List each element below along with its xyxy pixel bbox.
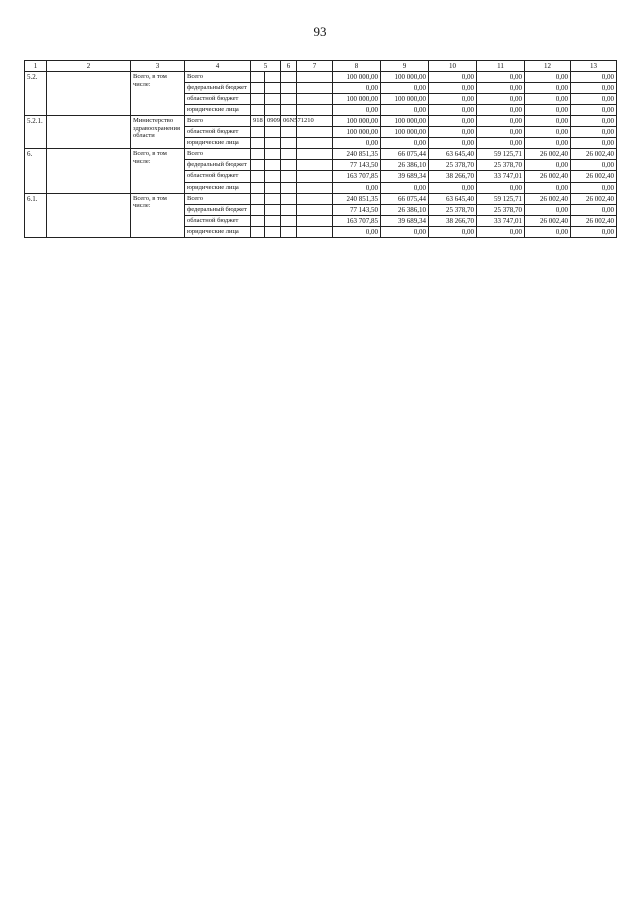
amount-cell: 0,00 bbox=[429, 226, 477, 237]
budget-code-cell bbox=[297, 149, 333, 160]
item-number: 6.1. bbox=[25, 193, 47, 237]
budget-code-cell bbox=[251, 94, 265, 105]
amount-cell: 0,00 bbox=[571, 226, 617, 237]
amount-cell: 0,00 bbox=[571, 204, 617, 215]
item-number: 6. bbox=[25, 149, 47, 193]
budget-code-cell bbox=[297, 171, 333, 182]
budget-code-cell bbox=[281, 149, 297, 160]
funding-source: федеральный бюджет bbox=[185, 204, 251, 215]
amount-cell: 26 002,40 bbox=[571, 193, 617, 204]
amount-cell: 26 386,10 bbox=[381, 204, 429, 215]
budget-code-cell bbox=[281, 204, 297, 215]
amount-cell: 0,00 bbox=[571, 127, 617, 138]
amount-cell: 26 002,40 bbox=[525, 149, 571, 160]
amount-cell: 0,00 bbox=[429, 105, 477, 116]
budget-code-cell: 0909 bbox=[265, 116, 281, 127]
funding-source: областной бюджет bbox=[185, 127, 251, 138]
column-number-3: 3 bbox=[131, 61, 185, 72]
column-number-7: 7 bbox=[297, 61, 333, 72]
amount-cell: 0,00 bbox=[477, 226, 525, 237]
amount-cell: 0,00 bbox=[381, 226, 429, 237]
amount-cell: 26 002,40 bbox=[525, 171, 571, 182]
budget-code-cell bbox=[251, 171, 265, 182]
amount-cell: 26 002,40 bbox=[525, 193, 571, 204]
header-row bbox=[25, 61, 617, 72]
budget-code-cell bbox=[265, 226, 281, 237]
funding-source: областной бюджет bbox=[185, 171, 251, 182]
budget-table bbox=[24, 60, 617, 238]
budget-code-cell bbox=[251, 105, 265, 116]
amount-cell: 100 000,00 bbox=[333, 94, 381, 105]
amount-cell: 26 002,40 bbox=[571, 149, 617, 160]
budget-code-cell bbox=[297, 193, 333, 204]
amount-cell: 26 002,40 bbox=[571, 215, 617, 226]
amount-cell: 63 645,40 bbox=[429, 193, 477, 204]
budget-code-cell bbox=[251, 149, 265, 160]
amount-cell: 0,00 bbox=[571, 94, 617, 105]
amount-cell: 0,00 bbox=[429, 138, 477, 149]
budget-code-cell bbox=[265, 149, 281, 160]
amount-cell: 0,00 bbox=[525, 127, 571, 138]
budget-code-cell bbox=[297, 182, 333, 193]
amount-cell: 63 645,40 bbox=[429, 149, 477, 160]
budget-code-cell bbox=[281, 138, 297, 149]
budget-code-cell: 918 bbox=[251, 116, 265, 127]
amount-cell: 38 266,70 bbox=[429, 171, 477, 182]
amount-cell: 25 378,70 bbox=[477, 204, 525, 215]
budget-code-cell bbox=[297, 215, 333, 226]
funding-source: Всего bbox=[185, 149, 251, 160]
table-header bbox=[25, 61, 617, 72]
budget-code-cell bbox=[281, 72, 297, 83]
amount-cell: 0,00 bbox=[477, 72, 525, 83]
amount-cell: 100 000,00 bbox=[381, 116, 429, 127]
column-number-13: 13 bbox=[571, 61, 617, 72]
budget-code-cell bbox=[265, 94, 281, 105]
budget-code-cell bbox=[297, 127, 333, 138]
amount-cell: 240 851,35 bbox=[333, 193, 381, 204]
budget-code-cell bbox=[297, 94, 333, 105]
amount-cell: 0,00 bbox=[525, 160, 571, 171]
amount-cell: 0,00 bbox=[571, 138, 617, 149]
amount-cell: 66 075,44 bbox=[381, 149, 429, 160]
budget-code-cell bbox=[265, 138, 281, 149]
budget-code-cell bbox=[297, 138, 333, 149]
amount-cell: 0,00 bbox=[429, 94, 477, 105]
item-title bbox=[47, 72, 131, 116]
amount-cell: 0,00 bbox=[429, 127, 477, 138]
amount-cell: 0,00 bbox=[477, 138, 525, 149]
funding-source: Всего bbox=[185, 193, 251, 204]
budget-code-cell bbox=[251, 72, 265, 83]
amount-cell: 0,00 bbox=[381, 105, 429, 116]
amount-cell: 0,00 bbox=[477, 94, 525, 105]
responsible-executor: Всего, в том числе: bbox=[131, 193, 185, 237]
budget-code-cell bbox=[251, 193, 265, 204]
budget-code-cell bbox=[281, 94, 297, 105]
budget-code-cell bbox=[251, 215, 265, 226]
amount-cell: 0,00 bbox=[477, 83, 525, 94]
table-row bbox=[25, 72, 617, 83]
amount-cell: 0,00 bbox=[477, 127, 525, 138]
item-number: 5.2.1. bbox=[25, 116, 47, 149]
amount-cell: 0,00 bbox=[525, 94, 571, 105]
amount-cell: 163 707,85 bbox=[333, 215, 381, 226]
budget-code-cell bbox=[265, 182, 281, 193]
responsible-executor: Министерство здравоохранения области bbox=[131, 116, 185, 149]
amount-cell: 100 000,00 bbox=[333, 127, 381, 138]
table-body bbox=[25, 72, 617, 238]
amount-cell: 0,00 bbox=[429, 182, 477, 193]
column-number-12: 12 bbox=[525, 61, 571, 72]
amount-cell: 25 378,70 bbox=[429, 204, 477, 215]
amount-cell: 0,00 bbox=[381, 138, 429, 149]
budget-code-cell bbox=[251, 226, 265, 237]
amount-cell: 0,00 bbox=[525, 182, 571, 193]
table-row bbox=[25, 193, 617, 204]
budget-code-cell bbox=[251, 83, 265, 94]
column-number-6: 6 bbox=[281, 61, 297, 72]
amount-cell: 0,00 bbox=[429, 83, 477, 94]
budget-code-cell bbox=[265, 83, 281, 94]
budget-code-cell bbox=[265, 105, 281, 116]
amount-cell: 0,00 bbox=[525, 83, 571, 94]
budget-code-cell bbox=[297, 72, 333, 83]
amount-cell: 0,00 bbox=[571, 116, 617, 127]
amount-cell: 66 075,44 bbox=[381, 193, 429, 204]
budget-code-cell: 06N571210 bbox=[281, 116, 297, 127]
amount-cell: 100 000,00 bbox=[381, 94, 429, 105]
funding-source: федеральный бюджет bbox=[185, 83, 251, 94]
amount-cell: 0,00 bbox=[381, 83, 429, 94]
budget-code-cell bbox=[251, 138, 265, 149]
amount-cell: 0,00 bbox=[525, 105, 571, 116]
table-row bbox=[25, 149, 617, 160]
amount-cell: 25 378,70 bbox=[477, 160, 525, 171]
amount-cell: 0,00 bbox=[333, 182, 381, 193]
budget-code-cell bbox=[265, 193, 281, 204]
amount-cell: 39 689,34 bbox=[381, 215, 429, 226]
budget-code-cell bbox=[251, 127, 265, 138]
budget-code-cell bbox=[265, 127, 281, 138]
funding-source: юридические лица bbox=[185, 105, 251, 116]
budget-code-cell bbox=[265, 160, 281, 171]
funding-source: юридические лица bbox=[185, 182, 251, 193]
amount-cell: 0,00 bbox=[571, 105, 617, 116]
budget-code-cell bbox=[281, 160, 297, 171]
amount-cell: 100 000,00 bbox=[381, 127, 429, 138]
funding-source: юридические лица bbox=[185, 226, 251, 237]
page-number: 93 bbox=[313, 24, 327, 39]
amount-cell: 26 002,40 bbox=[525, 215, 571, 226]
amount-cell: 0,00 bbox=[525, 116, 571, 127]
item-title bbox=[47, 193, 131, 237]
amount-cell: 0,00 bbox=[333, 226, 381, 237]
amount-cell: 0,00 bbox=[525, 138, 571, 149]
amount-cell: 240 851,35 bbox=[333, 149, 381, 160]
funding-source: Всего bbox=[185, 72, 251, 83]
budget-code-cell bbox=[297, 83, 333, 94]
funding-source: федеральный бюджет bbox=[185, 160, 251, 171]
amount-cell: 38 266,70 bbox=[429, 215, 477, 226]
amount-cell: 0,00 bbox=[571, 182, 617, 193]
amount-cell: 0,00 bbox=[381, 182, 429, 193]
budget-code-cell bbox=[281, 226, 297, 237]
budget-code-cell bbox=[281, 127, 297, 138]
amount-cell: 33 747,01 bbox=[477, 171, 525, 182]
budget-code-cell bbox=[281, 171, 297, 182]
column-number-1: 1 bbox=[25, 61, 47, 72]
amount-cell: 0,00 bbox=[525, 204, 571, 215]
amount-cell: 0,00 bbox=[333, 83, 381, 94]
budget-code-cell bbox=[281, 193, 297, 204]
amount-cell: 0,00 bbox=[571, 160, 617, 171]
amount-cell: 163 707,85 bbox=[333, 171, 381, 182]
budget-code-cell bbox=[281, 215, 297, 226]
column-number-5: 5 bbox=[251, 61, 281, 72]
column-number-11: 11 bbox=[477, 61, 525, 72]
amount-cell: 0,00 bbox=[429, 116, 477, 127]
budget-code-cell bbox=[265, 171, 281, 182]
amount-cell: 0,00 bbox=[429, 72, 477, 83]
amount-cell: 0,00 bbox=[525, 226, 571, 237]
column-number-4: 4 bbox=[185, 61, 251, 72]
budget-code-cell bbox=[297, 160, 333, 171]
amount-cell: 0,00 bbox=[571, 72, 617, 83]
funding-source: Всего bbox=[185, 116, 251, 127]
column-number-2: 2 bbox=[47, 61, 131, 72]
budget-code-cell bbox=[297, 105, 333, 116]
column-number-10: 10 bbox=[429, 61, 477, 72]
budget-code-cell bbox=[251, 204, 265, 215]
budget-code-cell bbox=[265, 204, 281, 215]
table-row bbox=[25, 116, 617, 127]
column-number-8: 8 bbox=[333, 61, 381, 72]
amount-cell: 0,00 bbox=[477, 105, 525, 116]
column-number-9: 9 bbox=[381, 61, 429, 72]
item-number: 5.2. bbox=[25, 72, 47, 116]
amount-cell: 59 125,71 bbox=[477, 193, 525, 204]
amount-cell: 100 000,00 bbox=[381, 72, 429, 83]
amount-cell: 26 386,10 bbox=[381, 160, 429, 171]
amount-cell: 0,00 bbox=[525, 72, 571, 83]
amount-cell: 0,00 bbox=[477, 116, 525, 127]
budget-code-cell bbox=[281, 182, 297, 193]
budget-code-cell bbox=[281, 105, 297, 116]
funding-source: областной бюджет bbox=[185, 215, 251, 226]
responsible-executor: Всего, в том числе: bbox=[131, 72, 185, 116]
budget-code-cell bbox=[251, 182, 265, 193]
funding-source: областной бюджет bbox=[185, 94, 251, 105]
amount-cell: 0,00 bbox=[333, 138, 381, 149]
responsible-executor: Всего, в том числе: bbox=[131, 149, 185, 193]
budget-code-cell bbox=[265, 72, 281, 83]
item-title bbox=[47, 149, 131, 193]
amount-cell: 0,00 bbox=[477, 182, 525, 193]
budget-code-cell bbox=[265, 215, 281, 226]
budget-code-cell bbox=[251, 160, 265, 171]
item-title bbox=[47, 116, 131, 149]
amount-cell: 39 689,34 bbox=[381, 171, 429, 182]
amount-cell: 0,00 bbox=[571, 83, 617, 94]
budget-code-cell bbox=[297, 204, 333, 215]
budget-code-cell bbox=[281, 83, 297, 94]
amount-cell: 0,00 bbox=[333, 105, 381, 116]
amount-cell: 33 747,01 bbox=[477, 215, 525, 226]
amount-cell: 26 002,40 bbox=[571, 171, 617, 182]
funding-source: юридические лица bbox=[185, 138, 251, 149]
budget-code-cell bbox=[297, 226, 333, 237]
amount-cell: 25 378,70 bbox=[429, 160, 477, 171]
amount-cell: 77 143,50 bbox=[333, 204, 381, 215]
amount-cell: 77 143,50 bbox=[333, 160, 381, 171]
amount-cell: 100 000,00 bbox=[333, 72, 381, 83]
amount-cell: 59 125,71 bbox=[477, 149, 525, 160]
amount-cell: 100 000,00 bbox=[333, 116, 381, 127]
